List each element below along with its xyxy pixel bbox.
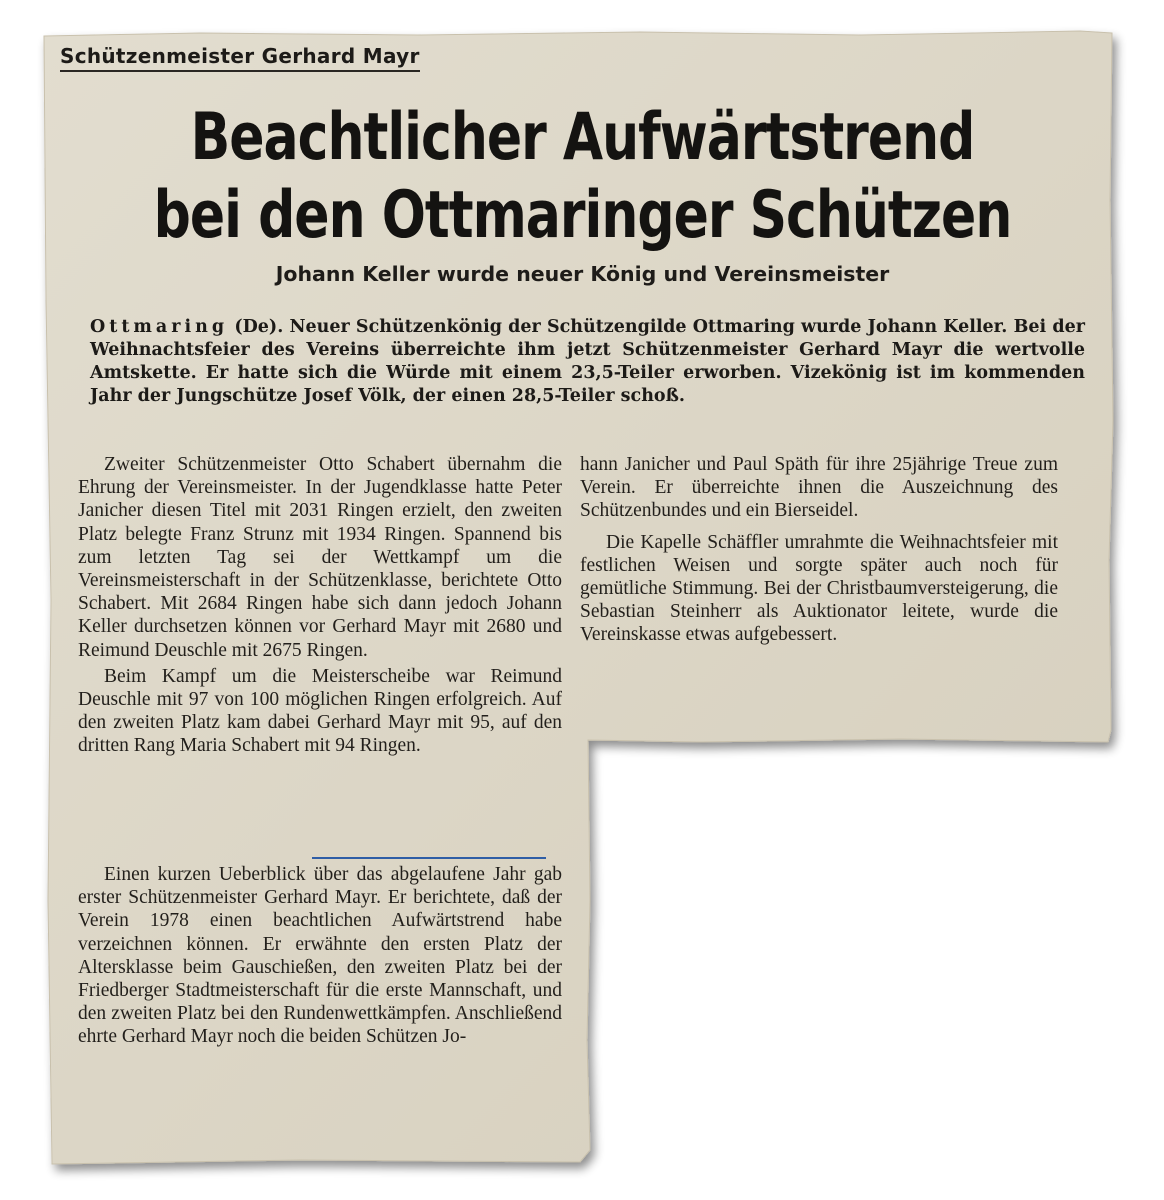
left-column-lower — [78, 863, 562, 1049]
article-kicker: Schützenmeister Gerhard Mayr — [60, 44, 420, 72]
right-column — [580, 453, 1058, 647]
left-paragraph-2: Beim Kampf um die Meisterscheibe war Reimund Deuschle mit 97 von 100 möglichen Ringen erfolgreich. Auf den zweiten Platz kam dabei Gerhard Mayr mit 95, auf den dritten Rang Maria Schabert mit 94 Ringen. — [78, 665, 562, 757]
lead-paragraph — [90, 316, 1085, 408]
left-paragraph-1: Zweiter Schützenmeister Otto Schabert übernahm die Ehrung der Vereinsmeister. In der Jugendklasse hatte Peter Janicher diesen Titel mit 2031 Ringen erzielt, den zweiten Platz belegte Franz Strunz mit 1934 Ringen. Spannend bis zum letzten Tag sei der Wettkampf um die Vereinsmeisterschaft in der Schützenklasse, berichtete Otto Schabert. Mit 2684 Ringen habe sich dann jedoch Johann Keller durchsetzen können vor Gerhard Mayr mit 2680 und Reimund Deuschle mit 2675 Ringen. — [78, 454, 562, 661]
pen-underline — [312, 857, 546, 859]
dateline-place: Ottmaring — [90, 317, 229, 337]
headline-line-1: Beachtlicher Aufwärtstrend — [190, 100, 975, 175]
right-paragraph-1: hann Janicher und Paul Späth für ihre 25jährige Treue zum Verein. Er überreichte ihnen die Auszeichnung des Schützenbundes und ein Bierseidel. — [580, 454, 1058, 522]
left-paragraph-3: Einen kurzen Ueberblick über das abgelaufene Jahr gab erster Schützenmeister Gerhard Mayr. Er berichtete, daß der Verein 1978 einen beachtlichen Aufwärtstrend habe verzeichnen können. Er erwähnte den ersten Platz der Altersklasse beim Gauschießen, den zweiten Platz bei der Friedberger Stadtmeisterschaft für die erste Mannschaft, und den zweiten Platz bei den Rundenwettkämpfen. Anschließend ehrte Gerhard Mayr noch die beiden Schützen Jo- — [78, 864, 562, 1048]
subheadline: Johann Keller wurde neuer König und Vereinsmeister — [275, 262, 890, 286]
left-column — [78, 453, 562, 758]
headline-line-2: bei den Ottmaringer Schützen — [153, 178, 1012, 253]
right-paragraph-2: Die Kapelle Schäffler umrahmte die Weihnachtsfeier mit festlichen Weisen und sorgte später auch noch für gemütliche Stimmung. Bei der Christbaumversteigerung, die Sebastian Steinherr als Auktionator leitete, wurde die Vereinskasse etwas aufgebessert. — [580, 531, 1058, 646]
lead-text: (De). Neuer Schützenkönig der Schützengilde Ottmaring wurde Johann Keller. Bei der Weihnachtsfeier des Vereins überreichte ihm jetzt Schützenmeister Gerhard Mayr die wertvolle Amtskette. Er hatte sich die Würde mit einem 23,5-Teiler erworben. Vizekönig ist im kommenden Jahr der Jungschütze Josef Völk, der einen 28,5-Teiler schoß. — [90, 317, 1085, 406]
